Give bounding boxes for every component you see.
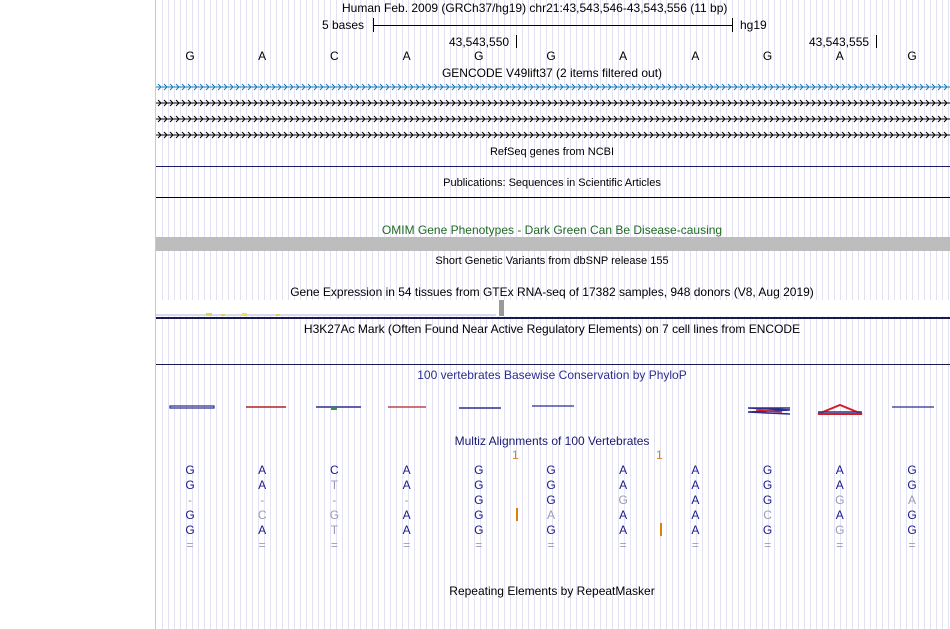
alignment-base: T bbox=[330, 478, 339, 492]
base-letter: A bbox=[258, 49, 267, 63]
gap-marker: 1 bbox=[656, 448, 663, 462]
alignment-base: G bbox=[546, 463, 556, 477]
base-letter: G bbox=[546, 49, 556, 63]
alignment-base: = bbox=[186, 538, 194, 552]
coordinate-label: 43,543,555 bbox=[809, 35, 870, 49]
alignment-base: A bbox=[835, 463, 844, 477]
track-labels-column bbox=[0, 0, 155, 629]
alignment-base: T bbox=[330, 523, 339, 537]
alignment-base: A bbox=[402, 523, 411, 537]
alignment-base: G bbox=[835, 523, 845, 537]
alignment-base: = bbox=[475, 538, 483, 552]
phylop-conservation-plot[interactable] bbox=[156, 395, 950, 425]
alignment-base: A bbox=[258, 478, 267, 492]
alignment-base: A bbox=[835, 478, 844, 492]
base-letter: G bbox=[907, 49, 917, 63]
alignment-base: A bbox=[258, 463, 267, 477]
alignment-base: A bbox=[258, 523, 267, 537]
phylop-track-title: 100 vertebrates Basewise Conservation by PhyloP bbox=[417, 368, 687, 382]
alignment-base: G bbox=[762, 478, 773, 492]
alignment-base: G bbox=[907, 463, 917, 477]
alignment-base: A bbox=[619, 508, 628, 522]
gencode-transcript-line[interactable] bbox=[156, 114, 950, 124]
alignment-base: A bbox=[835, 508, 844, 522]
alignment-base: G bbox=[762, 493, 773, 507]
alignment-base: G bbox=[907, 478, 917, 492]
alignment-base: = bbox=[908, 538, 916, 552]
alignment-base: C bbox=[763, 508, 772, 522]
window-position-text: Human Feb. 2009 (GRCh37/hg19) chr21:43,543,546-43,543,556 (11 bp) bbox=[342, 1, 728, 15]
alignment-base: G bbox=[474, 478, 484, 492]
h3k27ac-track-title: H3K27Ac Mark (Often Found Near Active Regulatory Elements) on 7 cell lines from ENCODE bbox=[303, 322, 801, 336]
insertion-mark bbox=[516, 508, 518, 521]
alignment-base: G bbox=[762, 463, 773, 477]
base-letter: G bbox=[762, 49, 773, 63]
alignment-base: = bbox=[330, 538, 338, 552]
gtex-track-title: Gene Expression in 54 tissues from GTEx RNA-seq of 17382 samples, 948 donors (V8, Aug 2019) bbox=[290, 285, 814, 299]
refseq-track-title: RefSeq genes from NCBI bbox=[489, 146, 615, 158]
alignment-base: = bbox=[547, 538, 555, 552]
alignment-base: G bbox=[185, 508, 195, 522]
omim-track-title: OMIM Gene Phenotypes - Dark Green Can Be Disease-causing bbox=[381, 223, 723, 237]
tracks-area[interactable] bbox=[156, 0, 950, 629]
alignment-base: G bbox=[474, 523, 484, 537]
coordinate-tick bbox=[516, 35, 517, 48]
assembly-label: hg19 bbox=[740, 18, 767, 32]
alignment-base: A bbox=[691, 478, 700, 492]
base-letter: G bbox=[474, 49, 484, 63]
alignment-base: = bbox=[836, 538, 844, 552]
refseq-gene-line[interactable] bbox=[156, 166, 950, 167]
publications-line[interactable] bbox=[156, 197, 950, 198]
base-letter: A bbox=[619, 49, 628, 63]
alignment-base: A bbox=[619, 478, 628, 492]
alignment-base: G bbox=[185, 523, 195, 537]
gencode-transcript-line[interactable] bbox=[156, 82, 950, 92]
base-letter: A bbox=[402, 49, 411, 63]
coordinate-label: 43,543,550 bbox=[449, 35, 510, 49]
alignment-base: A bbox=[619, 523, 628, 537]
alignment-base: G bbox=[907, 508, 917, 522]
alignment-base: A bbox=[691, 508, 700, 522]
alignment-base: A bbox=[691, 463, 700, 477]
alignment-base: G bbox=[185, 463, 195, 477]
alignment-base: C bbox=[330, 463, 339, 477]
dbsnp-track-title: Short Genetic Variants from dbSNP release 155 bbox=[435, 255, 669, 267]
alignment-base: G bbox=[835, 493, 845, 507]
alignment-base: - bbox=[332, 493, 337, 507]
alignment-base: = bbox=[403, 538, 411, 552]
alignment-base: G bbox=[618, 493, 628, 507]
alignment-base: A bbox=[402, 508, 411, 522]
insertion-mark bbox=[660, 523, 662, 536]
h3k27ac-baseline[interactable] bbox=[156, 364, 950, 365]
gap-marker: 1 bbox=[512, 448, 519, 462]
alignment-base: C bbox=[257, 508, 267, 522]
alignment-base: - bbox=[404, 493, 409, 507]
alignment-base: G bbox=[474, 508, 484, 522]
base-letter: A bbox=[691, 49, 700, 63]
alignment-base: = bbox=[764, 538, 772, 552]
alignment-base: A bbox=[907, 493, 916, 507]
alignment-base: - bbox=[188, 493, 192, 507]
alignment-base: G bbox=[762, 523, 773, 537]
base-letter: C bbox=[330, 49, 339, 63]
coordinate-tick bbox=[876, 35, 877, 48]
multiz-track-title: Multiz Alignments of 100 Vertebrates bbox=[454, 434, 650, 448]
alignment-base: - bbox=[260, 493, 265, 507]
alignment-base: G bbox=[329, 508, 340, 522]
alignment-base: A bbox=[546, 508, 555, 522]
alignment-base: A bbox=[402, 478, 411, 492]
gencode-transcript-line[interactable] bbox=[156, 130, 950, 140]
scale-bar-label: 5 bases bbox=[322, 18, 365, 32]
alignment-base: = bbox=[619, 538, 627, 552]
alignment-base: A bbox=[691, 523, 700, 537]
base-letter: A bbox=[835, 49, 844, 63]
alignment-base: G bbox=[474, 463, 484, 477]
alignment-base: = bbox=[258, 538, 266, 552]
alignment-base: G bbox=[546, 523, 556, 537]
alignment-base: A bbox=[619, 463, 628, 477]
base-letter: G bbox=[185, 49, 195, 63]
gencode-track-title: GENCODE V49lift37 (2 items filtered out) bbox=[441, 66, 663, 80]
alignment-base: A bbox=[691, 493, 700, 507]
alignment-base: = bbox=[691, 538, 699, 552]
alignment-base: A bbox=[402, 463, 411, 477]
gencode-transcript-line[interactable] bbox=[156, 98, 950, 108]
alignment-base: G bbox=[546, 493, 556, 507]
publications-track-title: Publications: Sequences in Scientific Articles bbox=[443, 177, 661, 189]
alignment-base: G bbox=[185, 478, 195, 492]
alignment-base: G bbox=[546, 478, 556, 492]
alignment-base: G bbox=[907, 523, 917, 537]
repeatmasker-track-title: Repeating Elements by RepeatMasker bbox=[449, 584, 655, 598]
omim-gene-bar[interactable] bbox=[156, 237, 950, 251]
alignment-base: G bbox=[474, 493, 484, 507]
